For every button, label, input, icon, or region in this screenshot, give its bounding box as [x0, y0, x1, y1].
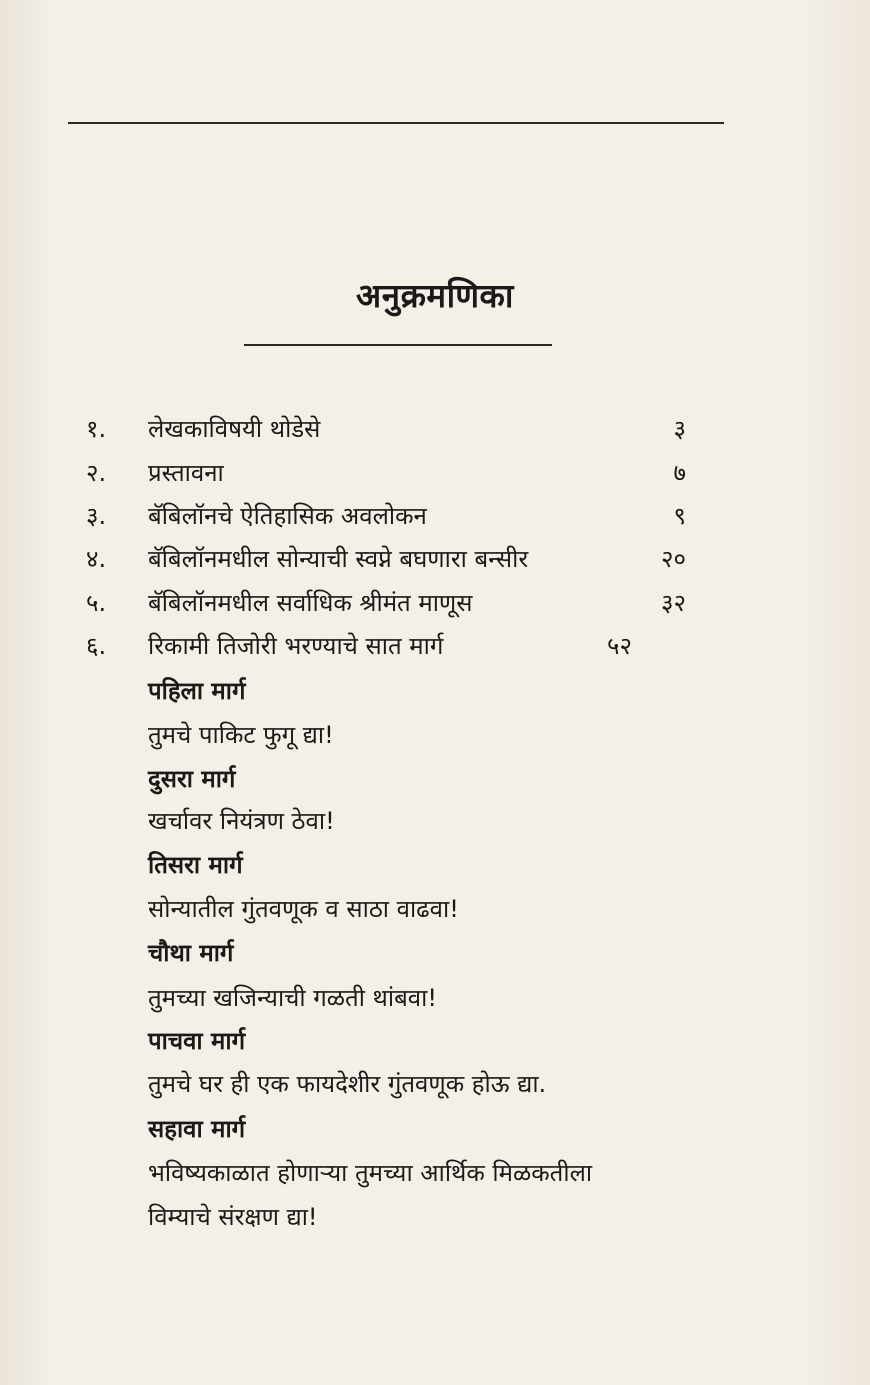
top-rule: [68, 122, 724, 124]
way-description: तुमच्या खजिन्याची गळती थांबवा!: [148, 984, 437, 1012]
toc-entry-page: ७: [673, 459, 686, 487]
toc-entry-number: ३.: [86, 502, 107, 530]
way-description: विम्याचे संरक्षण द्या!: [148, 1203, 318, 1231]
way-heading: दुसरा मार्ग: [148, 765, 236, 793]
toc-entry-page: २०: [661, 545, 686, 573]
way-description: खर्चावर नियंत्रण ठेवा!: [148, 807, 335, 835]
toc-entry-page: ३: [673, 415, 686, 443]
toc-entry-number: ५.: [86, 589, 107, 617]
toc-entry-title: बॅबिलॉनमधील सोन्याची स्वप्ने बघणारा बन्सीर: [148, 545, 529, 573]
way-description: सोन्यातील गुंतवणूक व साठा वाढवा!: [148, 895, 459, 923]
toc-entry: [0, 629, 870, 669]
toc-entry-page: ५२: [607, 632, 632, 660]
toc-entry: [0, 586, 870, 626]
way-description: तुमचे पाकिट फुगू द्या!: [148, 721, 334, 749]
toc-entry-title: प्रस्तावना: [148, 459, 224, 487]
toc-entry-number: ६.: [86, 632, 107, 660]
way-heading: सहावा मार्ग: [148, 1115, 246, 1143]
toc-entry-title: बॅबिलॉनमधील सर्वाधिक श्रीमंत माणूस: [148, 589, 473, 617]
toc-entry: [0, 412, 870, 452]
toc-entry-title: रिकामी तिजोरी भरण्याचे सात मार्ग: [148, 632, 444, 660]
way-heading: तिसरा मार्ग: [148, 851, 243, 879]
toc-entry-title: बॅबिलॉनचे ऐतिहासिक अवलोकन: [148, 502, 427, 530]
page-title: अनुक्रमणिका: [356, 276, 514, 315]
toc-entry-number: ४.: [86, 545, 107, 573]
way-heading: चौथा मार्ग: [148, 939, 234, 967]
toc-entry-number: १.: [86, 415, 107, 443]
toc-entry-title: लेखकाविषयी थोडेसे: [148, 415, 321, 443]
way-heading: पहिला मार्ग: [148, 677, 246, 705]
way-heading: पाचवा मार्ग: [148, 1027, 246, 1055]
way-description: तुमचे घर ही एक फायदेशीर गुंतवणूक होऊ द्या.: [148, 1070, 547, 1098]
title-underline: [244, 344, 552, 346]
toc-entry-page: ३२: [661, 589, 686, 617]
way-description: भविष्यकाळात होणाऱ्या तुमच्या आर्थिक मिळकतीला: [148, 1159, 593, 1187]
toc-entry-page: ९: [673, 502, 686, 530]
toc-entry: [0, 542, 870, 582]
toc-entry-number: २.: [86, 459, 107, 487]
toc-entry: [0, 499, 870, 539]
toc-entry: [0, 456, 870, 496]
